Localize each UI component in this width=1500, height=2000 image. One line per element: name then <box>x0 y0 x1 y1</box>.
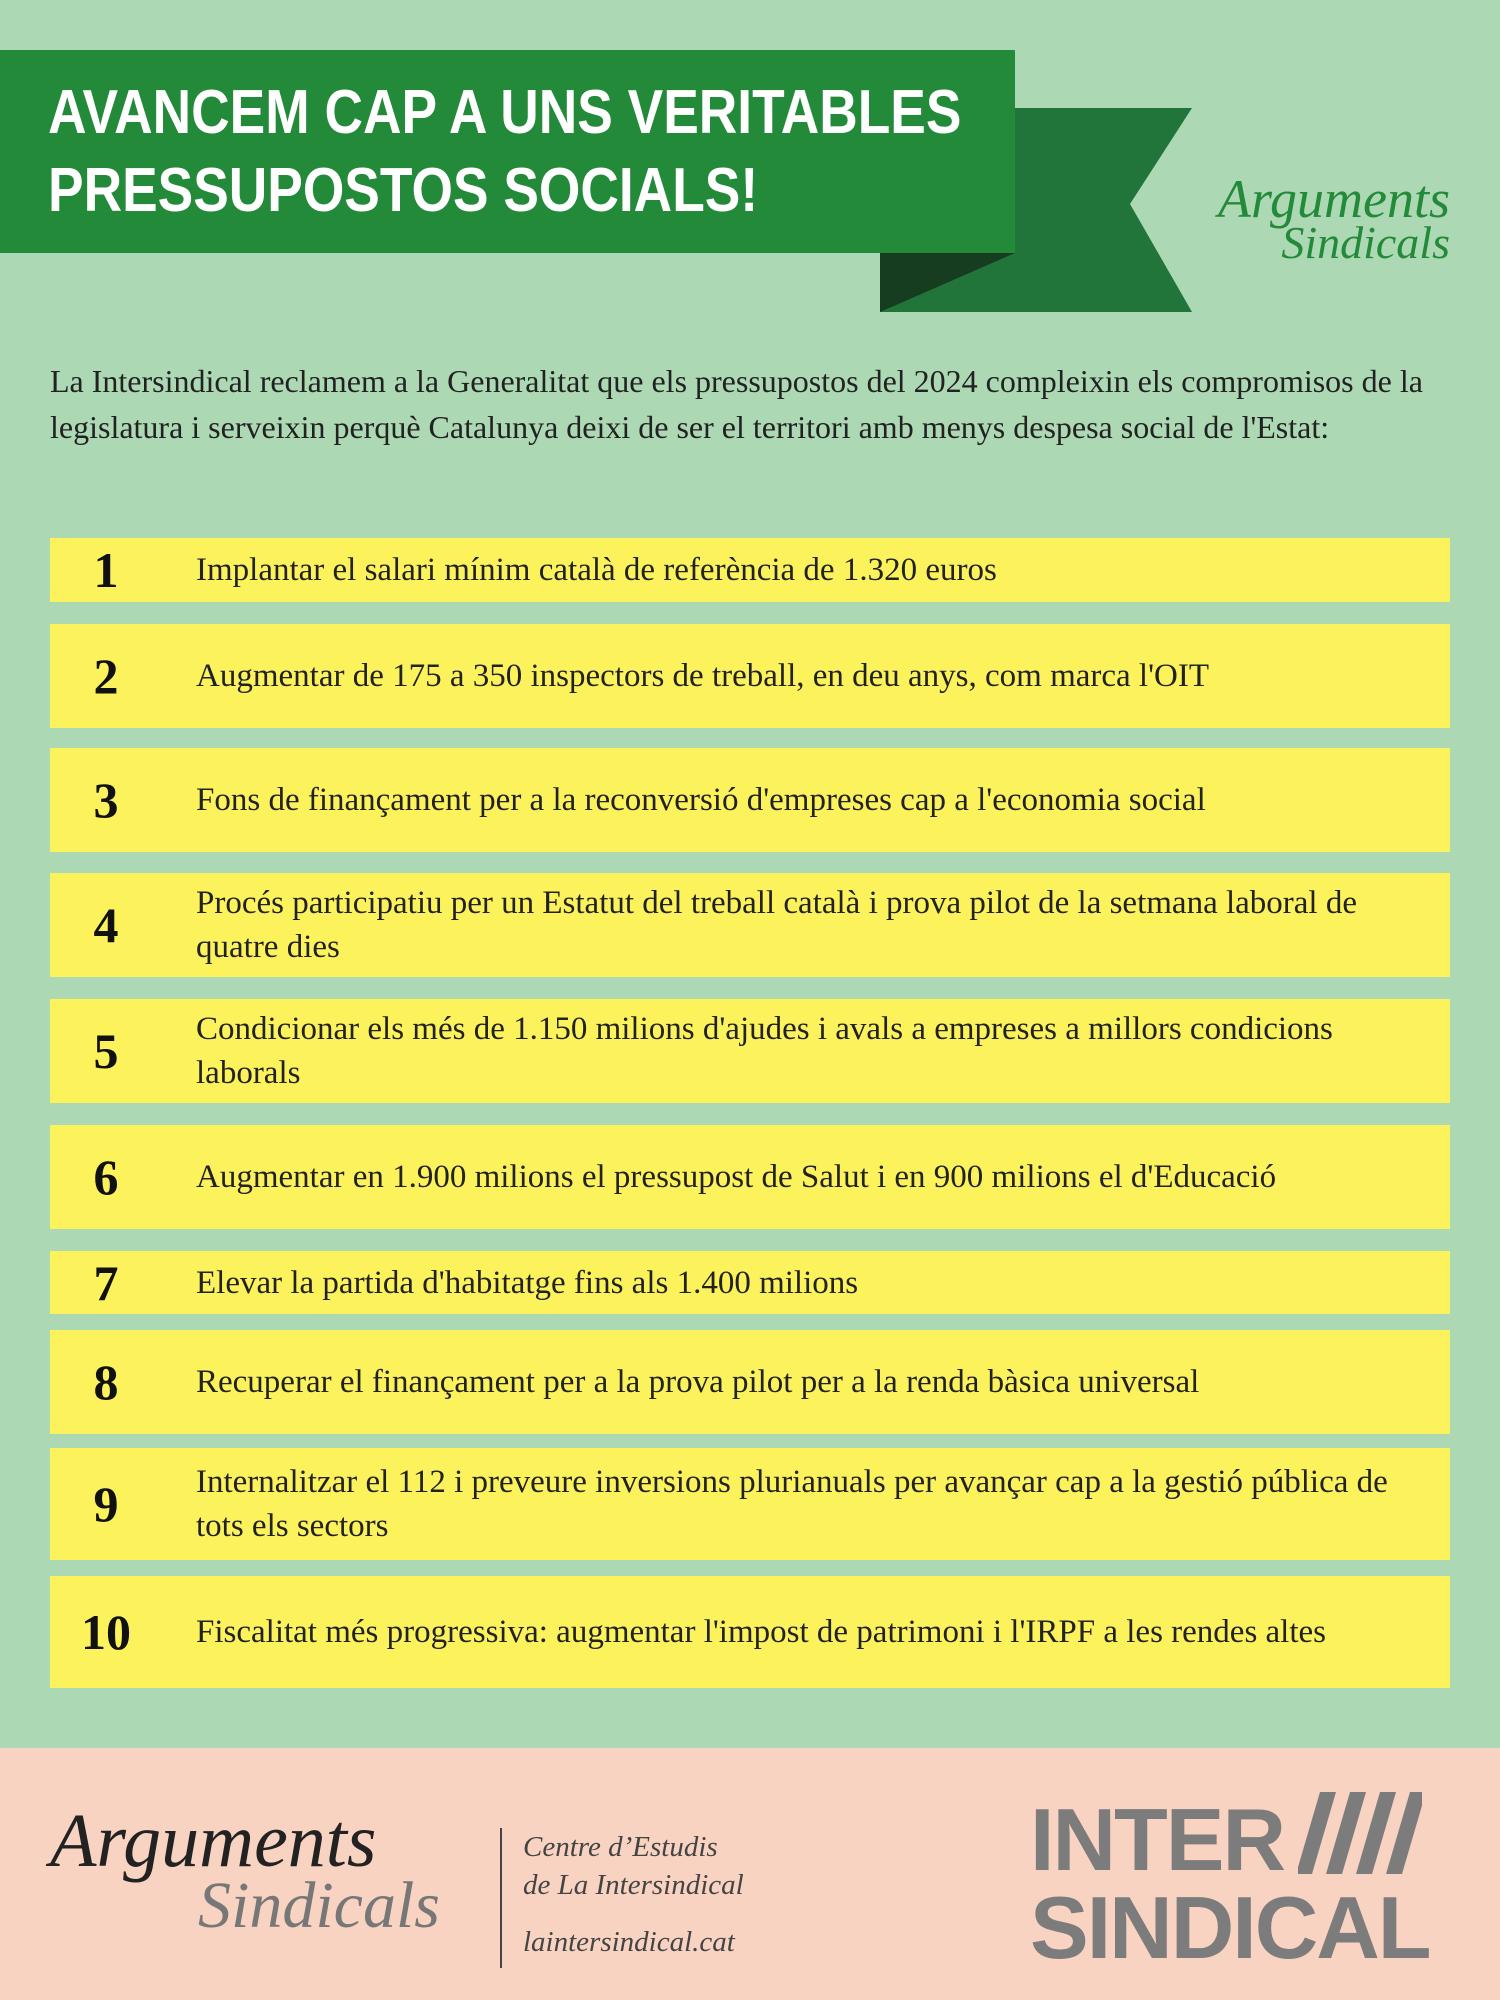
footer-info <box>523 1828 744 1904</box>
footer-info-line-1: Centre d’Estudis <box>523 1831 718 1863</box>
org-line-1: INTER <box>1030 1790 1284 1889</box>
brand-line-1: Arguments <box>1218 169 1450 229</box>
list-item <box>50 624 1450 728</box>
item-text: Augmentar de 175 a 350 inspectors de treball, en deu anys, com marca l'OIT <box>196 658 1210 694</box>
title-line-2: PRESSUPOSTOS SOCIALS! <box>48 156 759 225</box>
item-text: Procés participatiu per un Estatut del treball català i prova pilot de la setmana laboral de quatre dies <box>196 885 1357 965</box>
item-number: 3 <box>93 772 119 828</box>
list-item <box>50 1330 1450 1434</box>
footer-divider <box>500 1828 502 1968</box>
list-item <box>50 1448 1450 1560</box>
item-text: Condicionar els més de 1.150 milions d'ajudes i avals a empreses a millors condicions laborals <box>196 1011 1333 1091</box>
item-number: 8 <box>93 1354 119 1410</box>
item-text: Fiscalitat més progressiva: augmentar l'impost de patrimoni i l'IRPF a les rendes altes <box>196 1614 1327 1650</box>
item-text: Augmentar en 1.900 milions el pressupost de Salut i en 900 milions el d'Educació <box>196 1159 1277 1195</box>
list-item <box>50 999 1450 1103</box>
item-number: 6 <box>93 1149 119 1205</box>
list-item <box>50 873 1450 977</box>
footer-logo-line-1: Arguments <box>50 1799 377 1883</box>
item-text: Recuperar el finançament per a la prova pilot per a la renda bàsica universal <box>196 1364 1200 1400</box>
item-number: 1 <box>93 542 119 598</box>
item-text: Fons de finançament per a la reconversió d'empreses cap a l'economia social <box>196 782 1206 818</box>
list-item <box>50 1125 1450 1229</box>
org-line-2: SINDICAL <box>1030 1878 1430 1977</box>
item-text: Elevar la partida d'habitatge fins als 1.400 milions <box>196 1264 859 1301</box>
brand-line-2: Sindicals <box>1281 217 1450 268</box>
slashes-icon <box>1298 1792 1422 1876</box>
item-number: 10 <box>81 1604 131 1660</box>
footer-brand-logo <box>50 1799 440 1942</box>
footer-logo-line-2: Sindicals <box>198 1869 440 1942</box>
item-number: 9 <box>93 1476 119 1532</box>
footer <box>0 1748 1500 2000</box>
list-item <box>50 1576 1450 1688</box>
list-item <box>50 538 1450 602</box>
list-item <box>50 1251 1450 1314</box>
item-number: 7 <box>93 1254 119 1311</box>
item-text: Internalitzar el 112 i preveure inversions plurianuals per avançar cap a la gestió pública de tots els sectors <box>196 1464 1388 1544</box>
brand-logo-top <box>1218 169 1450 268</box>
page-title <box>48 74 994 230</box>
item-text: Implantar el salari mínim català de referència de 1.320 euros <box>196 552 997 588</box>
item-number: 4 <box>93 897 119 953</box>
title-banner <box>0 50 1015 253</box>
item-number: 2 <box>93 648 119 704</box>
item-number: 5 <box>93 1023 119 1079</box>
footer-url: laintersindical.cat <box>523 1926 735 1958</box>
footer-info-line-2: de La Intersindical <box>523 1869 744 1901</box>
title-line-1: AVANCEM CAP A UNS VERITABLES <box>48 78 962 147</box>
intro-paragraph: La Intersindical reclamem a la Generalitat que els pressupostos del 2024 compleixin els compromisos de la legislatura i serveixin perquè Catalunya deixi de ser el territori amb menys despesa social de l'Estat: <box>50 363 1423 445</box>
list-item <box>50 748 1450 852</box>
